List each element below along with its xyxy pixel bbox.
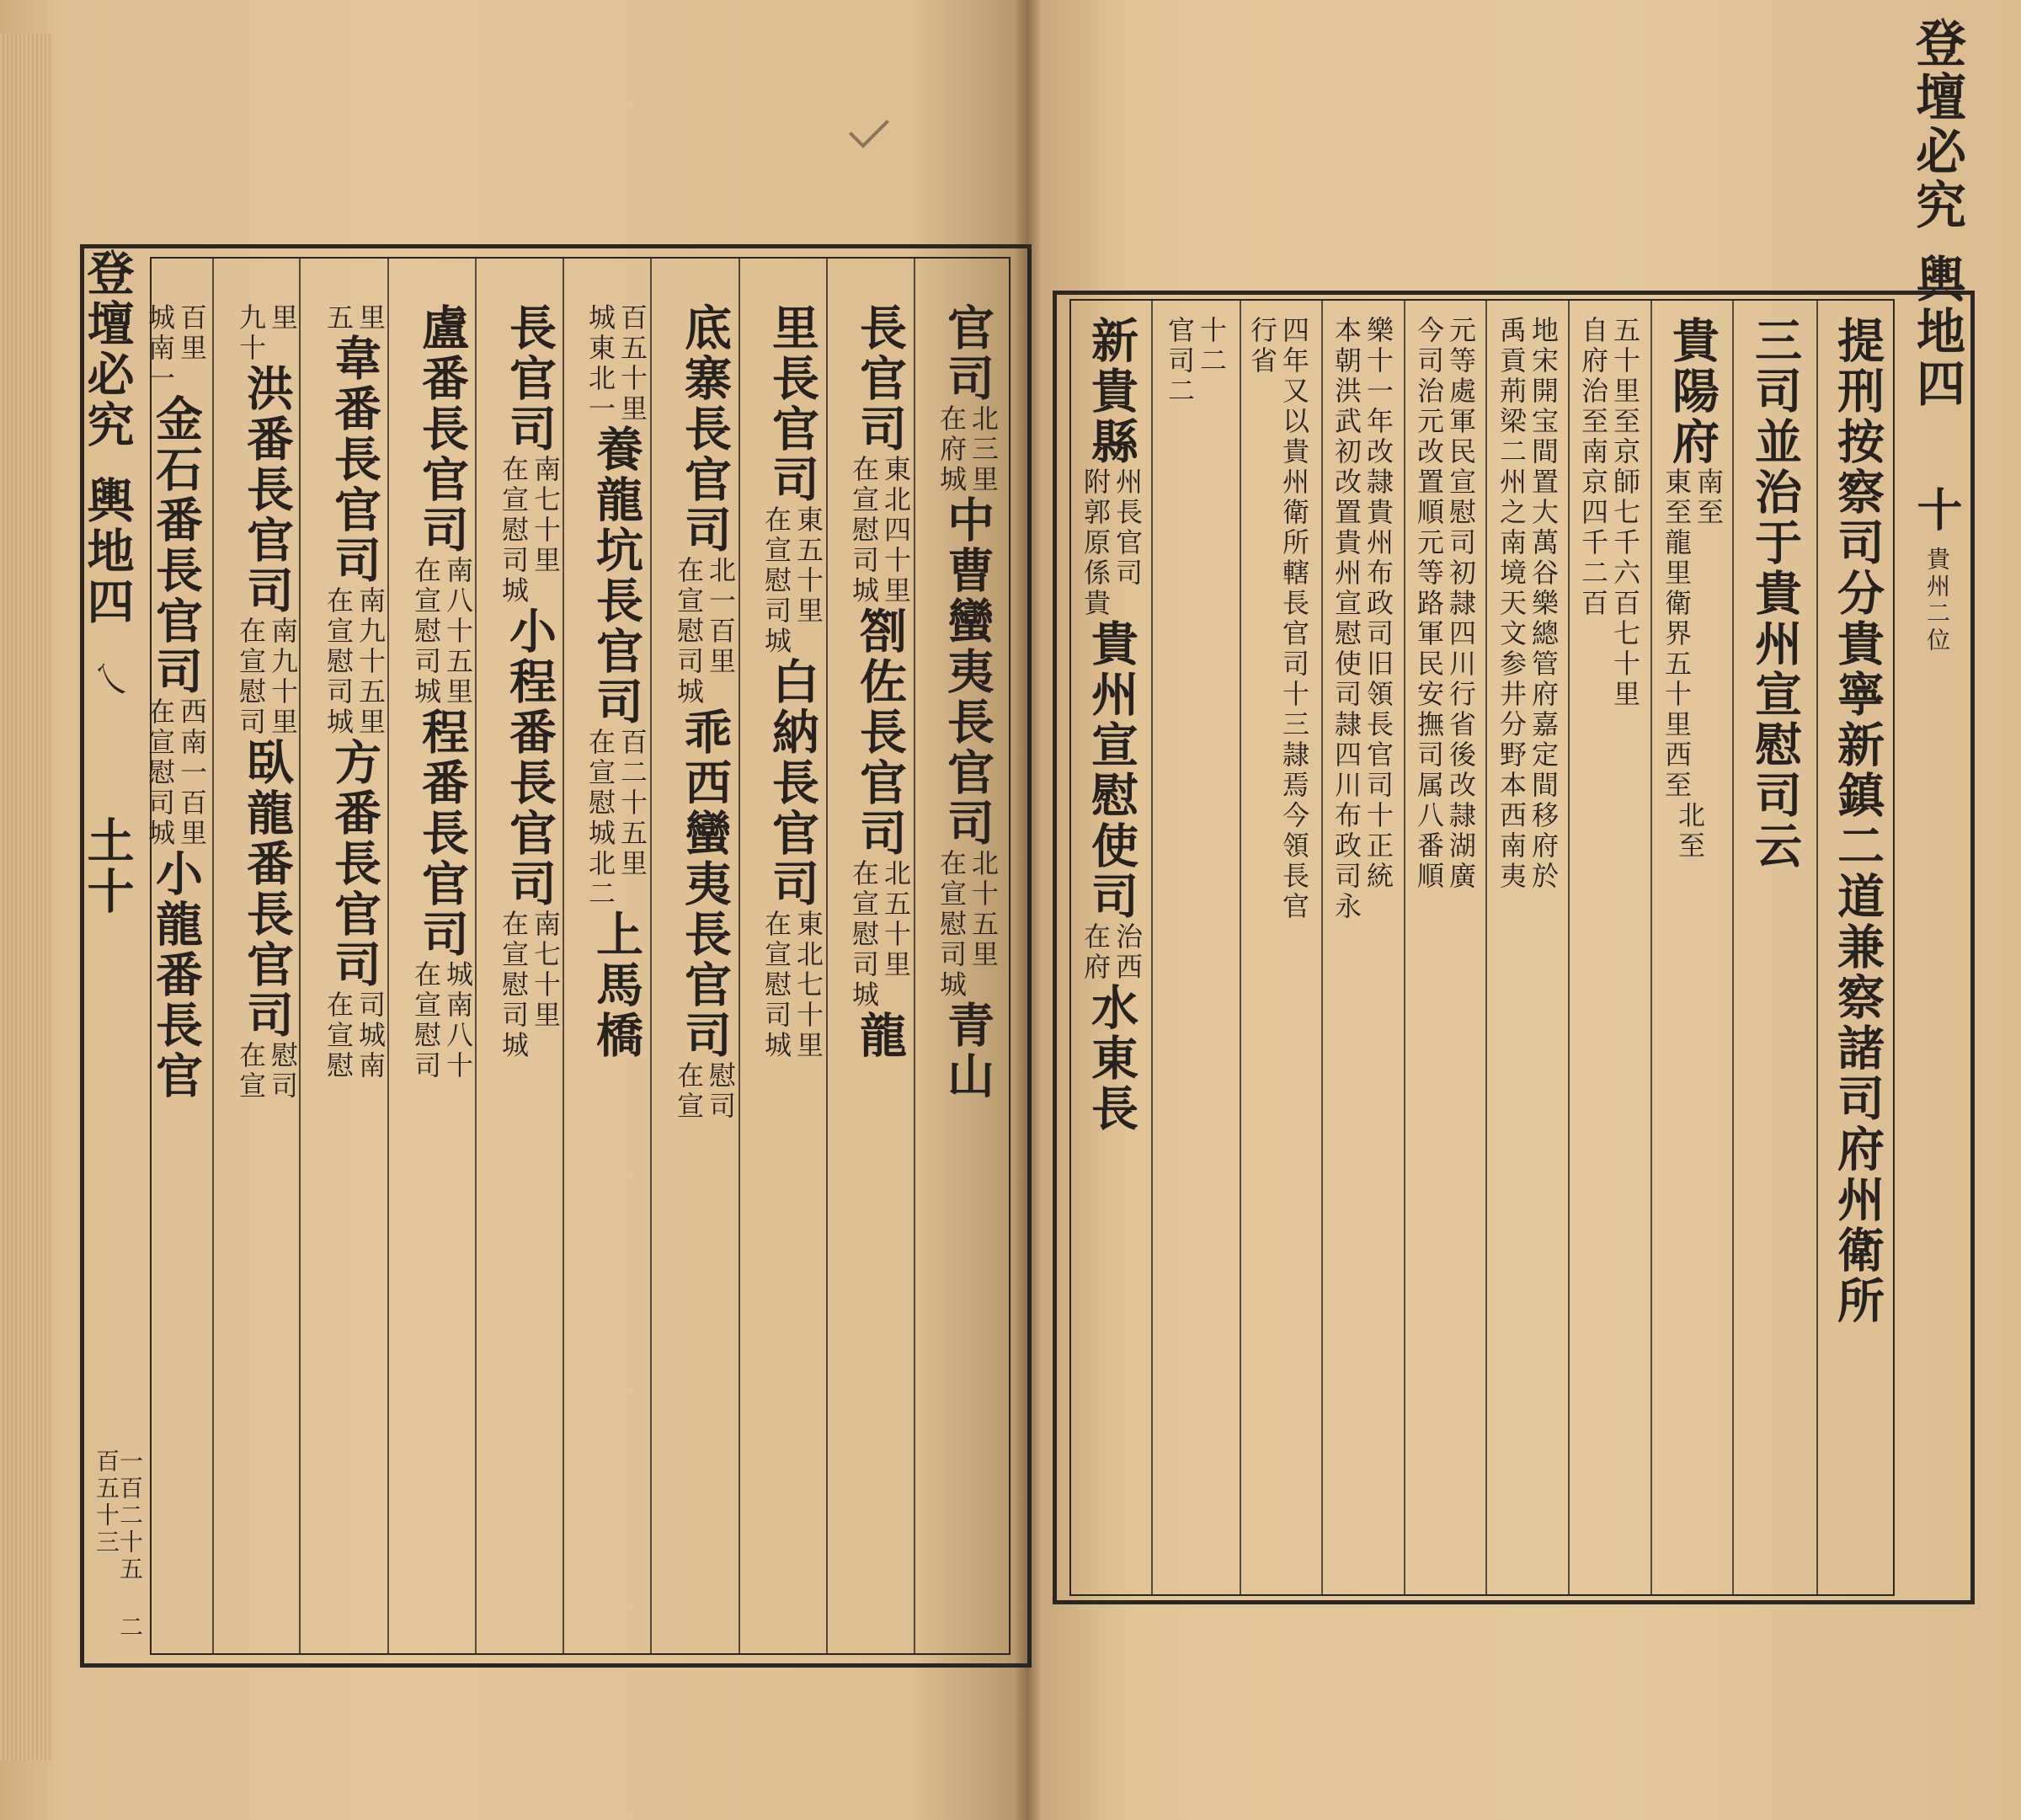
- small-text: 行省: [1246, 316, 1278, 376]
- small-text: 里: [267, 303, 299, 334]
- small-text: 北至: [1674, 801, 1706, 862]
- large-text: 洪番長官司: [239, 364, 295, 616]
- interlinear-note: [584, 303, 648, 424]
- small-text: 地宋開宝間置大萬谷樂總管府嘉定間移府於: [1528, 316, 1560, 892]
- interlinear-note: [673, 556, 737, 707]
- small-text: 百五十里: [616, 303, 648, 424]
- large-text: 龍: [852, 1011, 908, 1061]
- small-text: 今司治元改置順元等路軍民安撫司属八番順: [1413, 316, 1445, 892]
- small-text: 在宣慰司城: [144, 697, 176, 849]
- large-text: 青山: [940, 1001, 995, 1102]
- interlinear-note: [848, 859, 912, 1011]
- interlinear-note: [410, 556, 474, 707]
- interlinear-note: [1661, 467, 1725, 801]
- text-column: [839, 303, 921, 1061]
- large-text: 提刑按察司分貴寧新鎮二道兼察諸司府州衛所: [1830, 316, 1885, 1326]
- interlinear-note: [498, 910, 562, 1061]
- text-column: [313, 303, 396, 1081]
- interlinear-note: [1496, 316, 1560, 892]
- small-text: 在宣: [673, 1061, 705, 1122]
- text-column: [1487, 316, 1568, 892]
- left-margin-column: [72, 248, 143, 1647]
- interlinear-note: [144, 303, 208, 394]
- text-column: [1322, 316, 1403, 922]
- text-column: [664, 303, 746, 1122]
- interlinear-note: [1080, 922, 1144, 983]
- small-text: 五十里至京師七千六百七十里: [1609, 316, 1641, 710]
- text-column: [1071, 316, 1152, 1134]
- small-text: 自府治至南京四千二百: [1577, 316, 1609, 619]
- large-text: 韋番長官司: [327, 334, 382, 586]
- small-text: 南八十五里: [442, 556, 474, 707]
- small-text: 在宣慰司城: [673, 556, 705, 707]
- interlinear-note: [144, 697, 208, 849]
- large-text: 貴陽府: [1665, 316, 1720, 467]
- margin-section: 輿地四: [79, 476, 136, 627]
- margin-counts: 一百二十五 二百五十三: [93, 1449, 144, 1641]
- small-text: 在宣慰司城: [848, 859, 880, 1011]
- text-column: [1652, 316, 1733, 862]
- interlinear-note: [410, 960, 474, 1081]
- small-text: 百里: [176, 303, 208, 364]
- interlinear-note: [235, 1041, 299, 1102]
- large-text: 盧番長官司: [414, 303, 470, 556]
- large-text: 水東長: [1084, 983, 1139, 1134]
- interlinear-note: [235, 616, 299, 738]
- small-text: 司城南: [355, 990, 387, 1081]
- large-text: 新貴縣: [1084, 316, 1139, 467]
- interlinear-note: [1330, 316, 1394, 922]
- small-text: 在宣慰司城: [323, 586, 355, 738]
- margin-title: 登壇必究: [79, 248, 136, 451]
- small-text: 在宣慰司: [410, 960, 442, 1081]
- page-edges: [0, 34, 52, 1760]
- small-text: 東至龍里衛界五十里西至: [1661, 467, 1693, 801]
- small-text: 北三里: [968, 404, 1000, 495]
- large-text: 方番長官司: [327, 738, 382, 990]
- text-column: [1569, 316, 1650, 710]
- large-text: 白納長官司: [765, 657, 820, 910]
- large-text: 金石番長官司: [148, 394, 204, 697]
- text-column: [926, 303, 1009, 1102]
- large-text: 官司: [940, 303, 995, 404]
- margin-mark: 乀: [88, 661, 127, 698]
- large-text: 長官司: [852, 303, 908, 455]
- ink-mark: [849, 108, 889, 148]
- text-column: [1405, 316, 1485, 892]
- text-column: [751, 303, 834, 1061]
- large-text: 中曹蠻夷長官司: [940, 495, 995, 849]
- large-text: 里長官司: [765, 303, 820, 505]
- small-text: 五: [323, 303, 355, 334]
- interlinear-note: [673, 1061, 737, 1122]
- interlinear-note: [1164, 316, 1228, 407]
- small-text: 附郭原係貴: [1080, 467, 1112, 619]
- large-text: 長官司: [502, 303, 557, 455]
- large-text: 三司並治于貴州宣慰司云: [1747, 316, 1803, 872]
- small-text: 城東北一: [584, 303, 616, 424]
- small-text: 北十五里: [968, 849, 1000, 970]
- small-text: 在宣慰司城: [760, 910, 792, 1061]
- text-column: [135, 303, 217, 1102]
- small-text: 東北四十里: [880, 455, 912, 606]
- small-text: 在宣慰: [323, 990, 355, 1081]
- small-text: 在府城: [936, 404, 968, 495]
- interlinear-note: [323, 990, 387, 1081]
- interlinear-note: [323, 586, 387, 738]
- interlinear-note: [1577, 316, 1641, 710]
- small-text: 北五十里: [880, 859, 912, 980]
- small-text: 東五十里: [792, 505, 824, 627]
- small-text: 十二: [1196, 316, 1228, 376]
- small-text: 樂十一年改隷貴州布政司旧領長官司十正統: [1362, 316, 1394, 892]
- small-text: 在宣慰司城: [760, 505, 792, 657]
- small-text: 本朝洪武初改置貴州宣慰使司隷四川布政司永: [1330, 316, 1362, 922]
- margin-folio: 土十: [79, 816, 136, 917]
- margin-folio: 十: [1910, 486, 1964, 535]
- large-text: 底寨長官司: [677, 303, 733, 556]
- small-text: 在宣慰司城: [848, 455, 880, 606]
- text-column: [1155, 316, 1236, 407]
- margin-section: 輿地四: [1908, 254, 1965, 410]
- interlinear-note: [1413, 316, 1477, 892]
- small-text: 南至: [1693, 467, 1725, 528]
- interlinear-note: [848, 455, 912, 606]
- small-text: 在宣慰司城: [498, 910, 530, 1061]
- large-text: 乖西蠻夷長官司: [677, 707, 733, 1061]
- text-column: [1817, 316, 1898, 1326]
- small-text: 慰司: [267, 1041, 299, 1102]
- small-text: 在宣慰司: [235, 616, 267, 738]
- text-column: [575, 303, 658, 1061]
- interlinear-note: [1674, 801, 1709, 862]
- text-column: [488, 303, 571, 1061]
- small-text: 在府: [1080, 922, 1112, 983]
- interlinear-note: [323, 303, 387, 334]
- interlinear-note: [1080, 467, 1144, 619]
- small-text: 慰司: [705, 1061, 737, 1122]
- small-text: 城南一: [144, 303, 176, 394]
- small-text: 北一百里: [705, 556, 737, 677]
- small-text: 四年又以貴州衛所轄長官司十三隷焉今領長官: [1278, 316, 1310, 922]
- interlinear-note: [498, 455, 562, 606]
- interlinear-note: [760, 505, 824, 657]
- large-text: 貴州宣慰使司: [1084, 619, 1139, 922]
- small-text: 官司二: [1164, 316, 1196, 407]
- interlinear-note: [584, 728, 648, 910]
- large-text: 小程番長官司: [502, 606, 557, 910]
- text-column: [401, 303, 483, 1081]
- small-text: 百二十五里: [616, 728, 648, 879]
- small-text: 在宣慰司城: [410, 556, 442, 707]
- text-column: [1238, 316, 1319, 922]
- interlinear-note: [936, 849, 1000, 1001]
- interlinear-note: [936, 404, 1000, 495]
- interlinear-note: [235, 303, 299, 364]
- margin-note: 貴州二位: [1923, 547, 1951, 654]
- small-text: 州長官司: [1112, 467, 1144, 589]
- small-text: 在宣慰司城: [936, 849, 968, 1001]
- small-text: 禹貢荊梁二州之南境天文参井分野本西南夷: [1496, 316, 1528, 892]
- large-text: 小龍番長官: [148, 849, 204, 1102]
- small-text: 南七十里: [530, 455, 562, 576]
- small-text: 西南一百里: [176, 697, 208, 849]
- text-column: [226, 303, 308, 1102]
- large-text: 臥龍番長官司: [239, 738, 295, 1041]
- large-text: 上馬橋: [589, 910, 644, 1061]
- small-text: 城南八十: [442, 960, 474, 1081]
- margin-title: 登壇必究: [1907, 17, 1966, 232]
- large-text: 程番長官司: [414, 707, 470, 960]
- small-text: 里: [355, 303, 387, 334]
- large-text: 養龍坑長官司: [589, 424, 644, 728]
- small-text: 南九十五里: [355, 586, 387, 738]
- small-text: 治西: [1112, 922, 1144, 983]
- small-text: 東北七十里: [792, 910, 824, 1061]
- small-text: 元等處軍民宣慰司初隷四川行省後改隷湖廣: [1445, 316, 1477, 892]
- small-text: 南七十里: [530, 910, 562, 1031]
- interlinear-note: [760, 910, 824, 1061]
- small-text: 九十: [235, 303, 267, 364]
- interlinear-note: [1246, 316, 1310, 922]
- right-margin-column: [1895, 17, 1979, 1609]
- small-text: 在宣慰城北二: [584, 728, 616, 910]
- small-text: 在宣: [235, 1041, 267, 1102]
- large-text: 劄佐長官司: [852, 606, 908, 859]
- text-column: [1735, 316, 1816, 872]
- small-text: 南九十里: [267, 616, 299, 738]
- small-text: 在宣慰司城: [498, 455, 530, 606]
